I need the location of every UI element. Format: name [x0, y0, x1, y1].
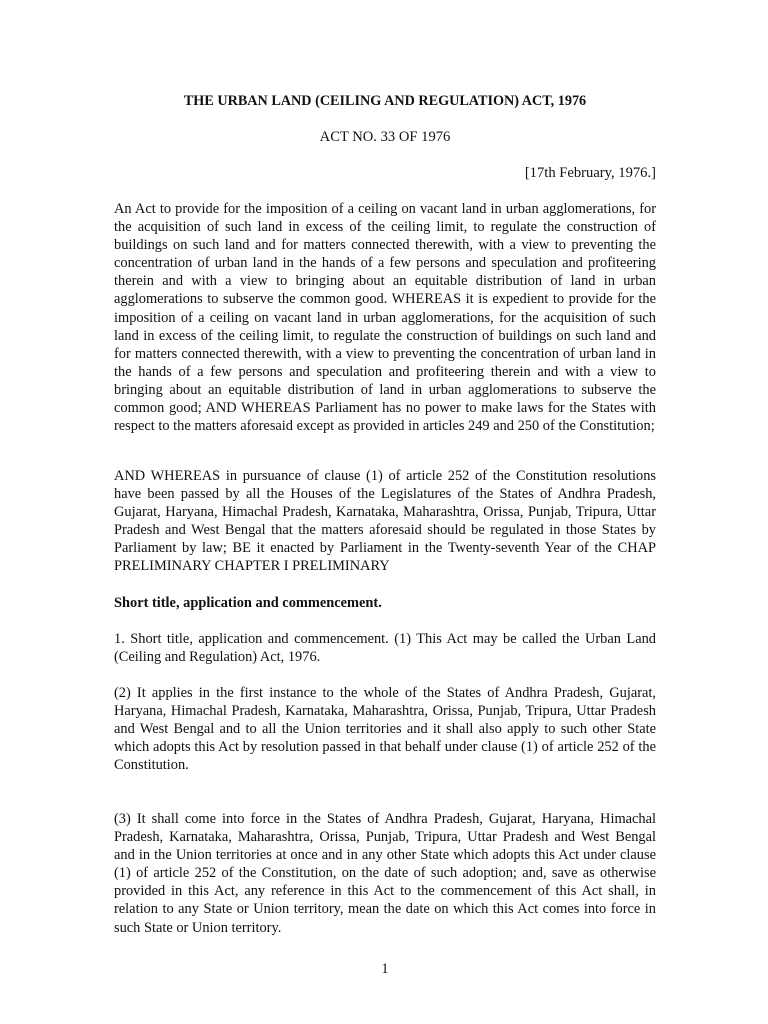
page-number: 1	[381, 961, 389, 977]
whereas-paragraph: AND WHEREAS in pursuance of clause (1) of article 252 of the Constitution resolutions have been passed by all the Houses of the Legislatures of the States of Andhra Pradesh, Gujarat, Haryana, Himachal Pradesh, Karnataka, Maharashtra, Orissa, Punjab, Tripura, Uttar Pradesh and West Bengal that the matters aforesaid should be regulated in those States by Parliament by law; BE it enacted by Parliament in the Twenty-seventh Year of the CHAP PRELIMINARY CHAPTER I PRELIMINARY	[114, 468, 656, 575]
section-1-2-paragraph: (2) It applies in the first instance to the whole of the States of Andhra Pradesh, Gujarat, Haryana, Himachal Pradesh, Karnataka, Maharashtra, Orissa, Punjab, Tripura, Uttar Pradesh and West Bengal and to all the Union territories and it shall also apply to such other State which adopts this Act by resolution passed in that behalf under clause (1) of article 252 of the Constitution.	[114, 685, 656, 774]
document-page	[114, 0, 656, 1024]
act-number: ACT NO. 33 OF 1976	[319, 129, 451, 145]
section-1-paragraph: 1. Short title, application and commencement. (1) This Act may be called the Urban Land (Ceiling and Regulation) Act, 1976.	[114, 631, 656, 666]
preamble-paragraph: An Act to provide for the imposition of a ceiling on vacant land in urban agglomerations, for the acquisition of such land in excess of the ceiling limit, to regulate the construction of buildings on such land and for matters connected therewith, with a view to preventing the concentration of urban land in the hands of a few persons and speculation and profiteering therein and with a view to bringing about an equitable distribution of land in urban agglomerations to subserve the common good. WHEREAS it is expedient to provide for the imposition of a ceiling on vacant land in urban agglomerations, for the acquisition of such land in excess of the ceiling limit, to regulate the construction of buildings on such land and for matters connected therewith, with a view to preventing the concentration of urban land in the hands of a few persons and speculation and profiteering therein and with a view to bringing about an equitable distribution of land in urban agglomerations to subserve the common good; AND WHEREAS Parliament has no power to make laws for the States with respect to the matters aforesaid except as provided in articles 249 and 250 of the Constitution;	[114, 201, 656, 435]
enactment-date: [17th February, 1976.]	[524, 165, 656, 181]
section-1-3-paragraph: (3) It shall come into force in the States of Andhra Pradesh, Gujarat, Haryana, Himachal Pradesh, Karnataka, Maharashtra, Orissa, Punjab, Tripura, Uttar Pradesh and West Bengal and in the Union territories at once and in any other State which adopts this Act under clause (1) of article 252 of the Constitution, on the date of such adoption; and, save as otherwise provided in this Act, any reference in this Act to the commencement of this Act shall, in relation to any State or Union territory, mean the date on which this Act comes into force in such State or Union territory.	[114, 811, 656, 936]
document-title: THE URBAN LAND (CEILING AND REGULATION) ACT, 1976	[183, 93, 587, 109]
section-heading: Short title, application and commencement.	[114, 595, 382, 611]
